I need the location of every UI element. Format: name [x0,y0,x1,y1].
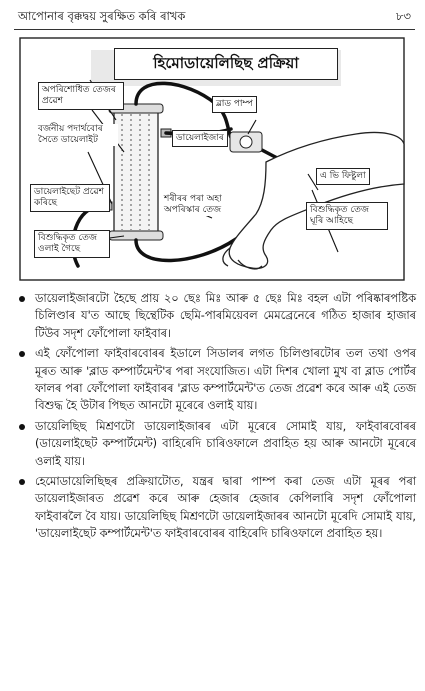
label-waste-to-dialysate: বৰ্জনীয় পদাৰ্থবোৰ সৈতে ডায়েলাইট [38,124,118,146]
list-item [16,345,416,415]
figure-title: হিমোডায়েলিছিছ প্ৰক্ৰিয়া [114,48,338,80]
list-item [16,473,416,543]
running-head: আপোনাৰ বৃক্কদ্বয় সুৰক্ষিত কৰি ৰাখক [18,8,186,23]
page-number: ৮৩ [396,8,411,23]
label-av-fistula: এ ভি ফিষ্টুলা [316,168,370,185]
bullet-list [16,290,416,546]
bullet-dot [19,424,25,430]
bullet-dot [19,296,25,302]
label-purified-blood-returned: বিশুদ্ধিকৃত তেজ ঘূৰি আহিছে [306,202,388,230]
list-item [16,418,416,470]
label-blood-from-body: শৰীৰৰ পৰা অহা অপৰিস্কাৰ তেজ [164,194,244,216]
header-divider [14,29,415,30]
list-item-text: ডায়েলাইজাৰটো হৈছে প্ৰায় ২০ ছেঃ মিঃ আৰু ৫ ছেঃ মিঃ বহল এটা পৰিষ্কাৰপষ্টিক চিলিণ্ডাৰ য'ত আছে ছিন্থেটিক ছেমি-পাৰমিয়েবল মেমব্ৰেনেৰে গঠিত হাজাৰ হাজাৰ টিউব সদৃশ ফোঁপোলা ফাইবাৰ। [35,292,416,340]
hemodialysis-figure [16,34,408,284]
list-item-text: ডায়েলিছিছ মিশ্ৰণটো ডায়েলাইজাৰৰ এটা মূৰেৰে সোমাই যায়, ফাইবাৰবোৰৰ (ডায়েলাইছেট কম্পাৰ্টমেন্ট) বাহিৰেদি চাৰিওফালে প্ৰবাহিত হয় আৰু আনটো মূৰেৰে ওলাই যায়। [35,419,416,468]
bullet-dot [19,479,25,485]
list-item-text: এই ফোঁপোলা ফাইবাৰবোৰৰ ইডালে সিডালৰ লগত চিলিণ্ডাৰটোৰ তল তথা ওপৰ মূৰত আৰু 'ব্লাড কম্পাৰ্টমেন্ট'ৰ পৰা সংযোজিত। এটা দিশৰ খোলা মুখ বা ব্লাড পোৰ্টৰ ফালৰ পৰা ফোঁপোলা ফাইবাৰৰ 'ব্লাড কম্পাৰ্টমেন্ট'ত তেজ প্ৰৱেশ কৰে আৰু এই তেজ বিশুদ্ধ হৈ উটাৰ পিছত আনটো মূৰেৰে ওলাই যায়। [35,347,416,413]
page-header [18,6,411,28]
bullet-dot [19,351,25,357]
label-dialysate-in: ডায়েলাইছেট প্ৰৱেশ কৰিছে [30,184,110,212]
label-purified-blood-out: বিশুদ্ধিকৃত তেজ ওলাই গৈছে [34,230,110,258]
list-item-text: হেমোডায়েলিছিছৰ প্ৰক্ৰিয়াটোত, যন্ত্ৰৰ দ্বাৰা পাম্প কৰা তেজ এটা মূৰৰ পৰা ডায়েলাইজাৰত প্ৰৱেশ কৰে আৰু হেজাৰ হেজাৰ কেপিলাৰি সদৃশ ফোঁপোলা ফাইবাৰলৈ বৈ যায়। ডায়েলিছিছ মিশ্ৰণটো ডায়েলাইজাৰৰ আনটো মূৰেদি সোমাই যায়, 'ডায়েলাইছেট কম্পাৰ্টমেন্ট'ত ফাইবাৰবোৰৰ বাহিৰেদি চাৰিওফালে প্ৰবাহিত হয়। [35,475,416,541]
label-blood-pump: ব্লাড পাম্প [212,96,257,113]
list-item [16,290,416,342]
label-dialyzer: ডায়েলাইজাৰ [172,130,228,147]
blood-pump [230,132,262,152]
label-impure-blood-in: অপৰিশোধিত তেজৰ প্ৰৱেশ [38,82,124,110]
